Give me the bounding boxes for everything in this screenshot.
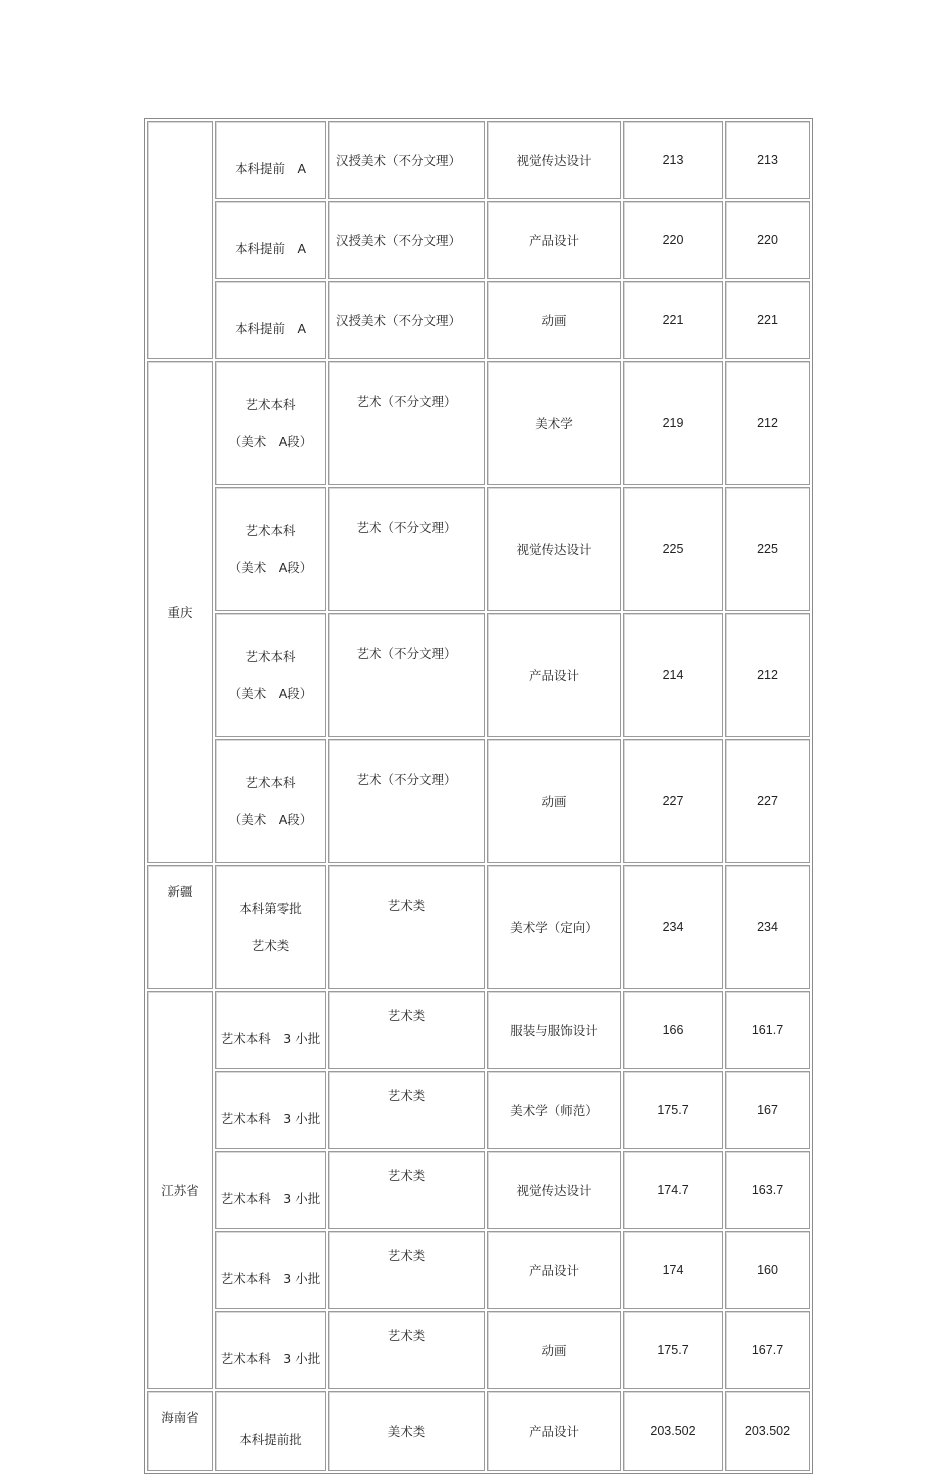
- score-cell-1: 219: [623, 361, 723, 485]
- score-cell-2: 213: [725, 121, 810, 199]
- batch-line-1: 艺术本科: [245, 775, 296, 790]
- score-cell-2: 203.502: [725, 1391, 810, 1471]
- category-cell: 艺术类: [328, 991, 485, 1069]
- category-cell: 汉授美术（不分文理）: [328, 201, 485, 279]
- category-cell: 艺术类: [328, 865, 485, 989]
- major-cell: 美术学（定向）: [487, 865, 621, 989]
- batch-cell: 艺术本科 3 小批: [215, 1231, 326, 1309]
- table-row: [147, 281, 810, 359]
- score-cell-1: 174.7: [623, 1151, 723, 1229]
- batch-cell: 艺术本科 3 小批: [215, 1151, 326, 1229]
- score-cell-2: 227: [725, 739, 810, 863]
- score-cell-2: 163.7: [725, 1151, 810, 1229]
- score-cell-1: 174: [623, 1231, 723, 1309]
- major-cell: 产品设计: [487, 1231, 621, 1309]
- major-cell: 动画: [487, 281, 621, 359]
- batch-cell: 艺术本科 3 小批: [215, 1311, 326, 1389]
- score-cell-1: 225: [623, 487, 723, 611]
- batch-cell: [215, 613, 326, 737]
- score-cell-1: 213: [623, 121, 723, 199]
- batch-line-1: 艺术本科: [245, 523, 296, 538]
- batch-cell: [215, 487, 326, 611]
- score-cell-1: 220: [623, 201, 723, 279]
- score-cell-1: 214: [623, 613, 723, 737]
- province-cell: 重庆: [147, 361, 213, 863]
- batch-cell: 艺术本科 3 小批: [215, 991, 326, 1069]
- category-cell: 艺术（不分文理）: [328, 739, 485, 863]
- score-cell-1: 175.7: [623, 1311, 723, 1389]
- major-cell: 视觉传达设计: [487, 487, 621, 611]
- score-cell-2: 212: [725, 613, 810, 737]
- table-row: [147, 1231, 810, 1309]
- admission-score-table: [144, 118, 813, 1474]
- score-cell-1: 166: [623, 991, 723, 1069]
- score-cell-2: 160: [725, 1231, 810, 1309]
- score-cell-2: 212: [725, 361, 810, 485]
- category-cell: 汉授美术（不分文理）: [328, 121, 485, 199]
- major-cell: 美术学（师范）: [487, 1071, 621, 1149]
- category-cell: 艺术（不分文理）: [328, 487, 485, 611]
- batch-line-2: （美术 A段）: [228, 434, 313, 449]
- score-cell-1: 203.502: [623, 1391, 723, 1471]
- category-cell: 汉授美术（不分文理）: [328, 281, 485, 359]
- batch-line-2: （美术 A段）: [228, 560, 313, 575]
- category-cell: 艺术（不分文理）: [328, 613, 485, 737]
- batch-line-2: 艺术类: [251, 938, 290, 953]
- batch-cell: 艺术本科 3 小批: [215, 1071, 326, 1149]
- score-cell-1: 234: [623, 865, 723, 989]
- province-cell: 江苏省: [147, 991, 213, 1389]
- batch-cell: [215, 739, 326, 863]
- batch-cell: [215, 361, 326, 485]
- table-row: [147, 361, 810, 485]
- score-cell-2: 167: [725, 1071, 810, 1149]
- score-cell-1: 227: [623, 739, 723, 863]
- score-cell-1: 175.7: [623, 1071, 723, 1149]
- batch-cell: 本科提前 A: [215, 281, 326, 359]
- score-cell-2: 161.7: [725, 991, 810, 1069]
- major-cell: 动画: [487, 1311, 621, 1389]
- major-cell: 美术学: [487, 361, 621, 485]
- score-cell-2: 220: [725, 201, 810, 279]
- table-row: [147, 121, 810, 199]
- table-row: [147, 1391, 810, 1471]
- category-cell: 艺术类: [328, 1151, 485, 1229]
- province-cell-empty: [147, 121, 213, 359]
- table-row: [147, 739, 810, 863]
- batch-cell: [215, 865, 326, 989]
- batch-line-2: （美术 A段）: [228, 686, 313, 701]
- table-row: [147, 201, 810, 279]
- province-cell: 新疆: [147, 865, 213, 989]
- score-cell-2: 225: [725, 487, 810, 611]
- table-row: [147, 865, 810, 989]
- major-cell: 视觉传达设计: [487, 121, 621, 199]
- category-cell: 艺术类: [328, 1311, 485, 1389]
- batch-line-2: （美术 A段）: [228, 812, 313, 827]
- batch-cell: 本科提前 A: [215, 121, 326, 199]
- major-cell: 产品设计: [487, 613, 621, 737]
- table-row: [147, 1151, 810, 1229]
- score-cell-2: 167.7: [725, 1311, 810, 1389]
- category-cell: 艺术类: [328, 1071, 485, 1149]
- score-cell-1: 221: [623, 281, 723, 359]
- batch-line-1: 本科第零批: [239, 901, 302, 916]
- category-cell: 艺术类: [328, 1231, 485, 1309]
- major-cell: 产品设计: [487, 201, 621, 279]
- major-cell: 服装与服饰设计: [487, 991, 621, 1069]
- major-cell: 产品设计: [487, 1391, 621, 1471]
- table-row: [147, 613, 810, 737]
- category-cell: 艺术（不分文理）: [328, 361, 485, 485]
- province-cell: 海南省: [147, 1391, 213, 1471]
- table-row: [147, 991, 810, 1069]
- category-cell: 美术类: [328, 1391, 485, 1471]
- table-row: [147, 1311, 810, 1389]
- batch-cell: 本科提前 A: [215, 201, 326, 279]
- table-row: [147, 487, 810, 611]
- batch-line-1: 艺术本科: [245, 397, 296, 412]
- score-cell-2: 234: [725, 865, 810, 989]
- major-cell: 动画: [487, 739, 621, 863]
- batch-cell: 本科提前批: [215, 1391, 326, 1471]
- score-cell-2: 221: [725, 281, 810, 359]
- table-row: [147, 1071, 810, 1149]
- major-cell: 视觉传达设计: [487, 1151, 621, 1229]
- batch-line-1: 艺术本科: [245, 649, 296, 664]
